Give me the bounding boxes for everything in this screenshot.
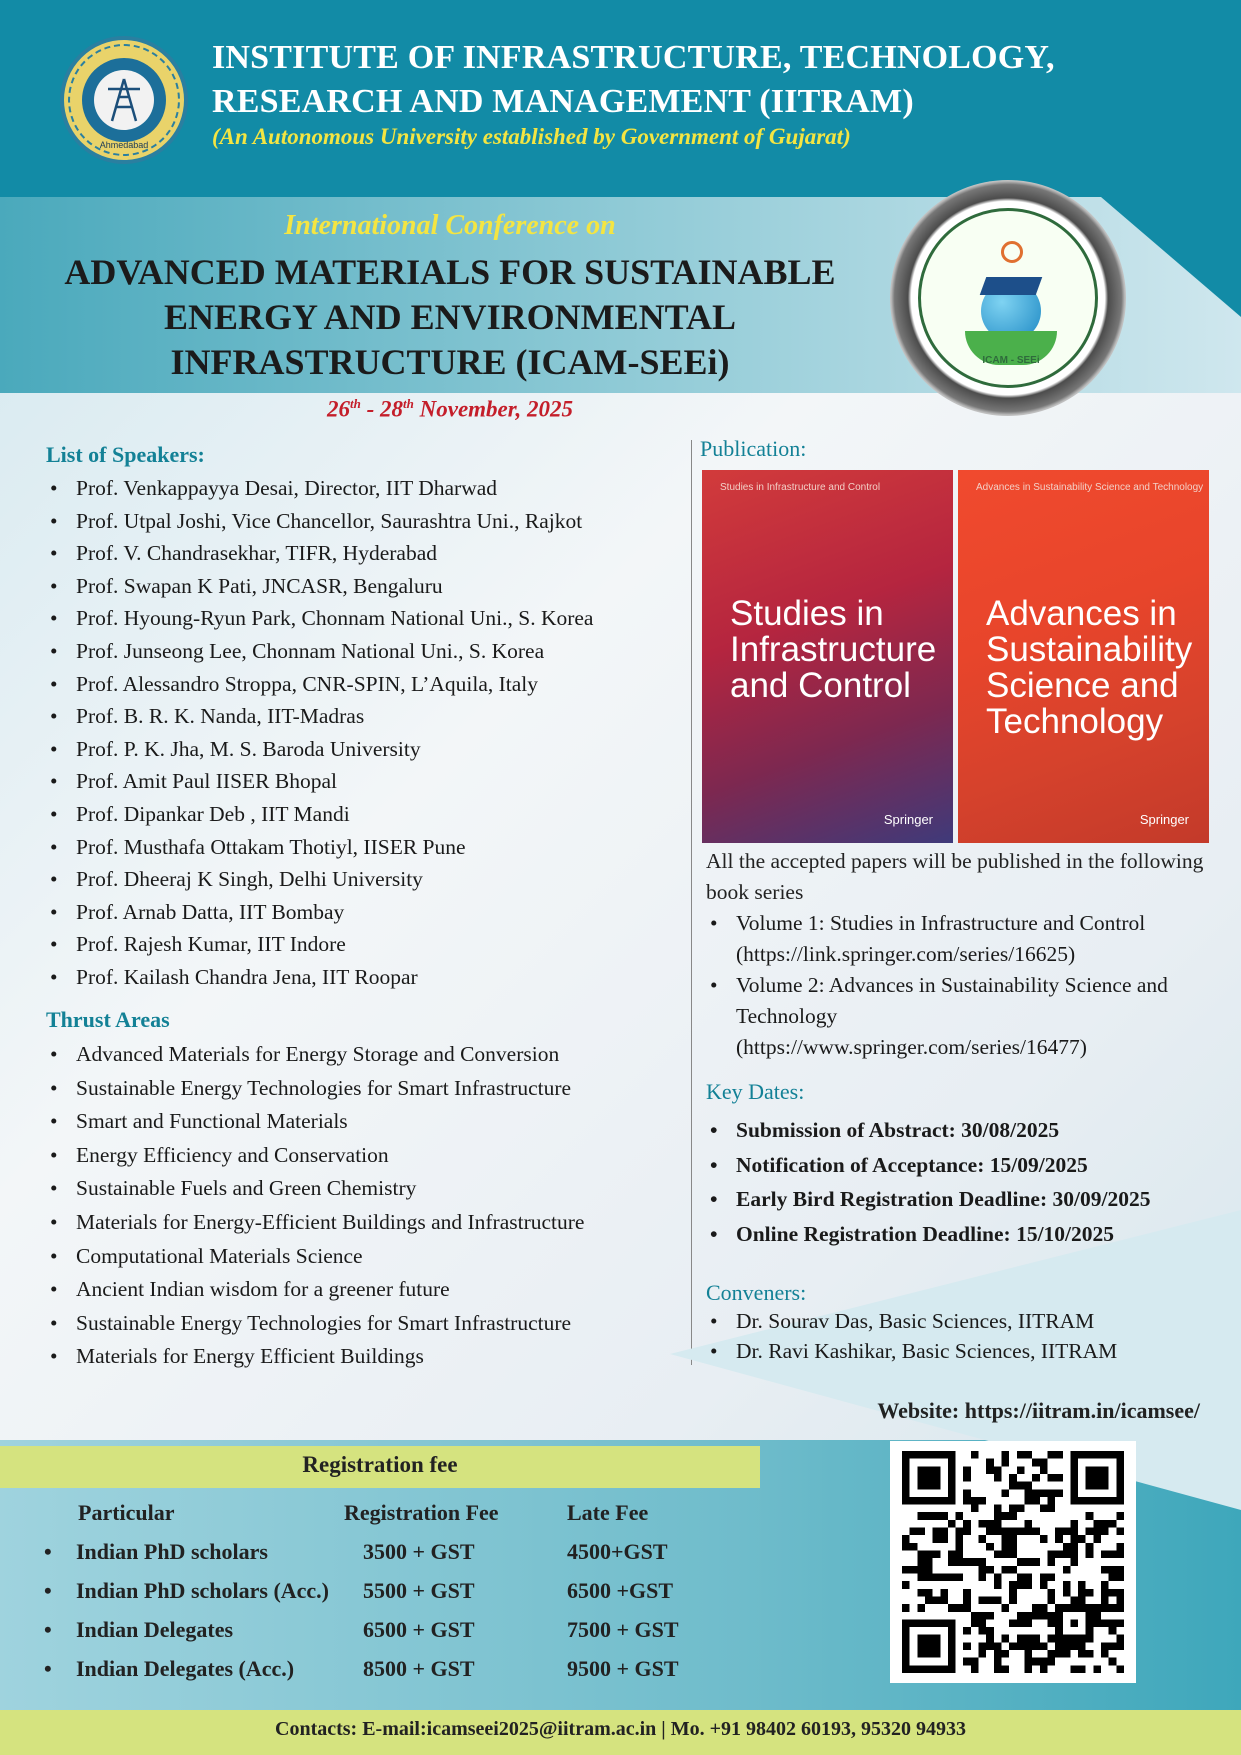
conveners-list bbox=[706, 1306, 1226, 1366]
fee-particular: Indian PhD scholars (Acc.) bbox=[76, 1578, 330, 1603]
list-item: • Early Bird Registration Deadline: 30/09/2025 bbox=[706, 1182, 1226, 1217]
qr-code-image bbox=[900, 1451, 1126, 1673]
website-link[interactable]: Website: https://iitram.in/icamsee/ bbox=[877, 1398, 1200, 1423]
tower-icon bbox=[94, 70, 154, 130]
fee-amount: 3500 + GST bbox=[363, 1539, 475, 1564]
list-item: • Prof. V. Chandrasekhar, TIFR, Hyderabad bbox=[46, 537, 686, 570]
list-item bbox=[706, 970, 1226, 1063]
list-item: • Prof. Arnab Datta, IIT Bombay bbox=[46, 896, 686, 929]
book-cover-sustainability bbox=[958, 470, 1209, 843]
list-item: • Prof. Junseong Lee, Chonnam National Uni., S. Korea bbox=[46, 635, 686, 668]
publication-text: All the accepted papers will be published in the following book series bbox=[706, 849, 1204, 904]
book1-title: Studies in Infrastructure and Control bbox=[730, 594, 937, 705]
list-item: • Dr. Ravi Kashikar, Basic Sciences, IITRAM bbox=[706, 1336, 1226, 1366]
list-item: • Materials for Energy-Efficient Buildings and Infrastructure bbox=[46, 1206, 686, 1240]
volumes-list bbox=[706, 908, 1226, 1063]
list-item: • Sustainable Fuels and Green Chemistry bbox=[46, 1172, 686, 1206]
key-dates-list bbox=[706, 1113, 1226, 1251]
date-start-suffix: th bbox=[350, 396, 361, 411]
emblem-rim bbox=[918, 208, 1098, 388]
col-particular: Particular bbox=[78, 1500, 175, 1525]
list-item: • Materials for Energy Efficient Buildings bbox=[46, 1340, 686, 1374]
list-item: • Prof. Dipankar Deb , IIT Mandi bbox=[46, 798, 686, 831]
conference-title bbox=[20, 250, 880, 385]
fee-amount: 6500 + GST bbox=[363, 1617, 475, 1642]
list-item: • Notification of Acceptance: 15/09/2025 bbox=[706, 1148, 1226, 1183]
logo-city: Ahmedabad bbox=[99, 140, 149, 150]
col-late-fee: Late Fee bbox=[567, 1500, 649, 1525]
list-item: • Prof. P. K. Jha, M. S. Baroda University bbox=[46, 733, 686, 766]
list-item: • Sustainable Energy Technologies for Smart Infrastructure bbox=[46, 1072, 686, 1106]
volume2-link[interactable]: (https://www.springer.com/series/16477) bbox=[736, 1035, 1087, 1059]
list-item: • Prof. Utpal Joshi, Vice Chancellor, Saurashtra Uni., Rajkot bbox=[46, 505, 686, 538]
list-item: • Ancient Indian wisdom for a greener future bbox=[46, 1273, 686, 1307]
emblem-label: ICAM - SEEi bbox=[982, 355, 1040, 366]
institute-tagline: (An Autonomous University established by Government of Gujarat) bbox=[212, 124, 851, 149]
list-item: • Prof. Rajesh Kumar, IIT Indore bbox=[46, 928, 686, 961]
col-registration-fee: Registration Fee bbox=[344, 1500, 499, 1525]
column-divider bbox=[691, 440, 692, 1365]
list-item: • Prof. Swapan K Pati, JNCASR, Bengaluru bbox=[46, 570, 686, 603]
book2-series: Advances in Sustainability Science and Technology bbox=[976, 482, 1204, 493]
list-item bbox=[706, 908, 1226, 970]
fee-row-bullet: • bbox=[44, 1656, 52, 1681]
list-item: • Prof. Venkappayya Desai, Director, IIT Dharwad bbox=[46, 472, 686, 505]
fee-late: 4500+GST bbox=[567, 1539, 668, 1564]
institute-name bbox=[212, 36, 1055, 124]
book2-publisher: Springer bbox=[1139, 812, 1189, 827]
fee-amount: 8500 + GST bbox=[363, 1656, 475, 1681]
fee-particular: Indian Delegates (Acc.) bbox=[76, 1656, 295, 1681]
list-item: • Online Registration Deadline: 15/10/2025 bbox=[706, 1217, 1226, 1252]
windmill-icon bbox=[1001, 241, 1023, 263]
iitram-logo bbox=[60, 36, 188, 164]
thrust-heading: Thrust Areas bbox=[46, 1007, 170, 1032]
list-item: • Prof. B. R. K. Nanda, IIT-Madras bbox=[46, 700, 686, 733]
fee-particular: Indian Delegates bbox=[76, 1617, 234, 1642]
fee-amount: 5500 + GST bbox=[363, 1578, 475, 1603]
date-end: - 28 bbox=[360, 396, 404, 422]
list-item: • Energy Efficiency and Conservation bbox=[46, 1139, 686, 1173]
book2-title: Advances in Sustainability Science and Technology bbox=[986, 594, 1193, 741]
conference-subtitle: International Conference on bbox=[284, 210, 616, 241]
list-item: • Prof. Kailash Chandra Jena, IIT Roopar bbox=[46, 961, 686, 994]
date-start: 26 bbox=[327, 396, 351, 422]
conference-title-line1: ADVANCED MATERIALS FOR SUSTAINABLE bbox=[64, 252, 836, 292]
list-item: • Sustainable Energy Technologies for Smart Infrastructure bbox=[46, 1307, 686, 1341]
conference-title-line2: ENERGY AND ENVIRONMENTAL bbox=[163, 297, 737, 337]
list-item: • Computational Materials Science bbox=[46, 1240, 686, 1274]
book-cover-infrastructure bbox=[702, 470, 953, 843]
fee-late: 7500 + GST bbox=[567, 1617, 679, 1642]
fee-late: 6500 +GST bbox=[567, 1578, 674, 1603]
registration-heading: Registration fee bbox=[302, 1452, 458, 1477]
date-end-suffix: th bbox=[403, 396, 414, 411]
volume1-link[interactable]: (https://link.springer.com/series/16625) bbox=[736, 942, 1076, 966]
list-item: • Prof. Amit Paul IISER Bhopal bbox=[46, 765, 686, 798]
fee-row-bullet: • bbox=[44, 1617, 52, 1642]
publication-heading: Publication: bbox=[700, 436, 807, 461]
list-item: • Prof. Musthafa Ottakam Thotiyl, IISER Pune bbox=[46, 831, 686, 864]
fee-row-bullet: • bbox=[44, 1578, 52, 1603]
key-dates-heading: Key Dates: bbox=[706, 1079, 805, 1104]
conference-title-line3: INFRASTRUCTURE (ICAM-SEEi) bbox=[170, 342, 730, 382]
institute-name-line1: INSTITUTE OF INFRASTRUCTURE, TECHNOLOGY, bbox=[212, 39, 1055, 76]
volume2-title: • Volume 2: Advances in Sustainability Science and Technology bbox=[736, 973, 1168, 1028]
volume1-title: • Volume 1: Studies in Infrastructure and Control bbox=[736, 911, 1146, 935]
list-item: • Prof. Dheeraj K Singh, Delhi University bbox=[46, 863, 686, 896]
solar-panel-icon bbox=[980, 277, 1043, 295]
book1-publisher: Springer bbox=[883, 812, 933, 827]
thrust-list bbox=[46, 1038, 686, 1374]
conveners-heading: Conveners: bbox=[706, 1280, 807, 1305]
speakers-list bbox=[46, 472, 686, 994]
fee-row-bullet: • bbox=[44, 1539, 52, 1564]
list-item: • Dr. Sourav Das, Basic Sciences, IITRAM bbox=[706, 1306, 1226, 1336]
book1-series: Studies in Infrastructure and Control bbox=[720, 482, 881, 493]
contacts-text: Contacts: E-mail:icamseei2025@iitram.ac.in | Mo. +91 98402 60193, 95320 94933 bbox=[275, 1718, 966, 1740]
list-item: • Smart and Functional Materials bbox=[46, 1105, 686, 1139]
fee-particular: Indian PhD scholars bbox=[76, 1539, 268, 1564]
list-item: • Advanced Materials for Energy Storage and Conversion bbox=[46, 1038, 686, 1072]
list-item: • Prof. Alessandro Stroppa, CNR-SPIN, L’Aquila, Italy bbox=[46, 668, 686, 701]
list-item: • Submission of Abstract: 30/08/2025 bbox=[706, 1113, 1226, 1148]
list-item: • Prof. Hyoung-Ryun Park, Chonnam National Uni., S. Korea bbox=[46, 602, 686, 635]
speakers-heading: List of Speakers: bbox=[46, 442, 205, 467]
logo-inner bbox=[82, 58, 166, 142]
fee-late: 9500 + GST bbox=[567, 1656, 679, 1681]
institute-name-line2: RESEARCH AND MANAGEMENT (IITRAM) bbox=[212, 83, 914, 120]
date-month-year: November, 2025 bbox=[413, 396, 573, 422]
conference-dates bbox=[0, 396, 900, 423]
conference-emblem bbox=[890, 180, 1126, 416]
qr-code[interactable] bbox=[890, 1441, 1136, 1683]
